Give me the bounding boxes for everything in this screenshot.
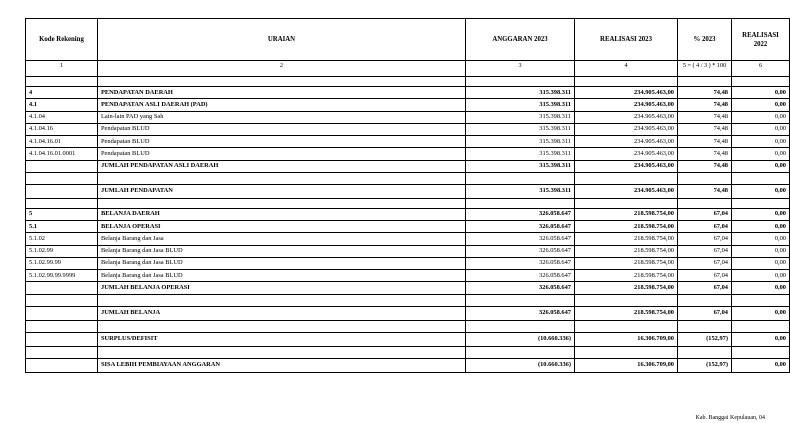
empty-cell (26, 77, 98, 87)
budget-cell: 326.058.647 (466, 208, 575, 220)
header-realisasi: REALISASI 2023 (575, 19, 678, 61)
index-cell: 5 = ( 4 / 3 ) * 100 (678, 61, 732, 77)
realization-cell: 234.905.463,00 (575, 184, 678, 198)
account-code-cell: 4.1.04 (26, 111, 98, 123)
table-row (26, 111, 790, 123)
realization-cell: 218.598.754,00 (575, 257, 678, 269)
empty-cell (678, 172, 732, 184)
header-persen: % 2023 (678, 19, 732, 61)
index-cell: 4 (575, 61, 678, 77)
realization-cell: 16.306.709,00 (575, 358, 678, 372)
table-row (26, 245, 790, 257)
empty-cell (466, 198, 575, 208)
budget-cell: 326.058.647 (466, 306, 575, 320)
realization-cell: 218.598.754,00 (575, 306, 678, 320)
percent-cell: 67,04 (678, 233, 732, 245)
empty-cell (678, 198, 732, 208)
description-cell: Pendapatan BLUD (98, 148, 466, 160)
empty-cell (466, 320, 575, 332)
account-code-cell: 4.1 (26, 99, 98, 111)
spacer-row (26, 172, 790, 184)
empty-cell (732, 172, 790, 184)
header-realisasi-prev-line1: REALISASI (742, 31, 779, 39)
description-cell: Pendapatan BLUD (98, 136, 466, 148)
table-row (26, 332, 790, 346)
empty-cell (732, 77, 790, 87)
empty-cell (26, 198, 98, 208)
realization-cell: 234.905.463,00 (575, 99, 678, 111)
index-cell: 3 (466, 61, 575, 77)
table-body (26, 77, 790, 373)
index-cell: 6 (732, 61, 790, 77)
table-row (26, 282, 790, 294)
empty-cell (26, 320, 98, 332)
prev-realization-cell: 0,00 (732, 208, 790, 220)
account-code-cell: 4.1.04.16 (26, 123, 98, 135)
description-cell: Lain-lain PAD yang Sah (98, 111, 466, 123)
table-row (26, 160, 790, 172)
realization-cell: 234.905.463,00 (575, 148, 678, 160)
empty-cell (98, 320, 466, 332)
budget-cell: 326.058.647 (466, 257, 575, 269)
empty-cell (732, 198, 790, 208)
prev-realization-cell: 0,00 (732, 221, 790, 233)
account-code-cell: 5.1.02.99.99.9999 (26, 270, 98, 282)
realization-cell: 218.598.754,00 (575, 270, 678, 282)
empty-cell (575, 346, 678, 358)
account-code-cell (26, 332, 98, 346)
realization-cell: 234.905.463,00 (575, 87, 678, 99)
empty-cell (466, 294, 575, 306)
account-code-cell: 5 (26, 208, 98, 220)
realization-cell: 234.905.463,00 (575, 136, 678, 148)
description-cell: SISA LEBIH PEMBIAYAAN ANGGARAN (98, 358, 466, 372)
account-code-cell: 4.1.04.16.01.0001 (26, 148, 98, 160)
prev-realization-cell: 0,00 (732, 257, 790, 269)
prev-realization-cell: 0,00 (732, 233, 790, 245)
description-cell: Belanja Barang dan Jasa BLUD (98, 257, 466, 269)
percent-cell: 74,48 (678, 184, 732, 198)
spacer-row (26, 294, 790, 306)
percent-cell: 74,48 (678, 148, 732, 160)
percent-cell: 67,04 (678, 208, 732, 220)
realization-cell: 234.905.463,00 (575, 160, 678, 172)
description-cell: JUMLAH PENDAPATAN ASLI DAERAH (98, 160, 466, 172)
prev-realization-cell: 0,00 (732, 99, 790, 111)
percent-cell: (152,97) (678, 358, 732, 372)
percent-cell: 74,48 (678, 123, 732, 135)
prev-realization-cell: 0,00 (732, 160, 790, 172)
spacer-row (26, 346, 790, 358)
table-row (26, 148, 790, 160)
description-cell: PENDAPATAN DAERAH (98, 87, 466, 99)
percent-cell: 74,48 (678, 87, 732, 99)
table-row (26, 87, 790, 99)
empty-cell (732, 346, 790, 358)
description-cell: JUMLAH BELANJA OPERASI (98, 282, 466, 294)
empty-cell (575, 294, 678, 306)
percent-cell: 67,04 (678, 270, 732, 282)
table-row (26, 208, 790, 220)
account-code-cell (26, 160, 98, 172)
realization-cell: 234.905.463,00 (575, 123, 678, 135)
table-row (26, 221, 790, 233)
description-cell: Pendapatan BLUD (98, 123, 466, 135)
account-code-cell: 5.1.02.99.99 (26, 257, 98, 269)
description-cell: Belanja Barang dan Jasa (98, 233, 466, 245)
table-row (26, 306, 790, 320)
account-code-cell (26, 358, 98, 372)
account-code-cell: 4 (26, 87, 98, 99)
table-row (26, 123, 790, 135)
budget-cell: 326.058.647 (466, 270, 575, 282)
empty-cell (575, 320, 678, 332)
realization-cell: 218.598.754,00 (575, 245, 678, 257)
table-row (26, 184, 790, 198)
empty-cell (26, 346, 98, 358)
description-cell: BELANJA OPERASI (98, 221, 466, 233)
percent-cell: 74,48 (678, 136, 732, 148)
budget-cell: 315.398.311 (466, 160, 575, 172)
budget-cell: 315.398.311 (466, 99, 575, 111)
empty-cell (26, 294, 98, 306)
percent-cell: 67,04 (678, 306, 732, 320)
budget-cell: 315.398.311 (466, 111, 575, 123)
header-kode-rekening: Kode Rekening (26, 19, 98, 61)
description-cell: JUMLAH PENDAPATAN (98, 184, 466, 198)
description-cell: JUMLAH BELANJA (98, 306, 466, 320)
realization-cell: 218.598.754,00 (575, 233, 678, 245)
table-row (26, 358, 790, 372)
empty-cell (575, 198, 678, 208)
realization-cell: 218.598.754,00 (575, 221, 678, 233)
account-code-cell: 4.1.04.16.01 (26, 136, 98, 148)
percent-cell: 67,04 (678, 257, 732, 269)
percent-cell: 67,04 (678, 282, 732, 294)
percent-cell: 74,48 (678, 111, 732, 123)
empty-cell (98, 172, 466, 184)
budget-realization-table (25, 18, 790, 373)
prev-realization-cell: 0,00 (732, 332, 790, 346)
table-row (26, 99, 790, 111)
empty-cell (678, 294, 732, 306)
table-row (26, 136, 790, 148)
description-cell: Belanja Barang dan Jasa BLUD (98, 270, 466, 282)
budget-cell: 326.058.647 (466, 221, 575, 233)
header-uraian: URAIAN (98, 19, 466, 61)
prev-realization-cell: 0,00 (732, 270, 790, 282)
percent-cell: (152,97) (678, 332, 732, 346)
column-index-row (26, 61, 790, 77)
table-row (26, 233, 790, 245)
empty-cell (678, 346, 732, 358)
budget-cell: 315.398.311 (466, 123, 575, 135)
spacer-row (26, 320, 790, 332)
budget-cell: 326.058.647 (466, 245, 575, 257)
realization-cell: 234.905.463,00 (575, 111, 678, 123)
empty-cell (466, 172, 575, 184)
budget-cell: 315.398.311 (466, 136, 575, 148)
index-cell: 1 (26, 61, 98, 77)
percent-cell: 74,48 (678, 160, 732, 172)
spacer-row (26, 77, 790, 87)
header-anggaran: ANGGARAN 2023 (466, 19, 575, 61)
prev-realization-cell: 0,00 (732, 148, 790, 160)
empty-cell (466, 346, 575, 358)
empty-cell (575, 172, 678, 184)
prev-realization-cell: 0,00 (732, 111, 790, 123)
account-code-cell: 5.1 (26, 221, 98, 233)
budget-cell: 315.398.311 (466, 87, 575, 99)
empty-cell (98, 346, 466, 358)
prev-realization-cell: 0,00 (732, 136, 790, 148)
empty-cell (466, 77, 575, 87)
index-cell: 2 (98, 61, 466, 77)
empty-cell (732, 294, 790, 306)
empty-cell (98, 77, 466, 87)
header-row (26, 19, 790, 61)
description-cell: SURPLUS/DEFISIT (98, 332, 466, 346)
realization-cell: 218.598.754,00 (575, 282, 678, 294)
empty-cell (98, 198, 466, 208)
footer-place-date: Kab. Banggai Kepulauan, 04 (695, 415, 765, 421)
prev-realization-cell: 0,00 (732, 282, 790, 294)
percent-cell: 74,48 (678, 99, 732, 111)
empty-cell (678, 320, 732, 332)
realization-cell: 218.598.754,00 (575, 208, 678, 220)
table-row (26, 270, 790, 282)
header-realisasi-prev (732, 19, 790, 61)
account-code-cell: 5.1.02.99 (26, 245, 98, 257)
empty-cell (575, 77, 678, 87)
prev-realization-cell: 0,00 (732, 123, 790, 135)
empty-cell (98, 294, 466, 306)
prev-realization-cell: 0,00 (732, 184, 790, 198)
budget-cell: (10.660.336) (466, 332, 575, 346)
prev-realization-cell: 0,00 (732, 358, 790, 372)
prev-realization-cell: 0,00 (732, 306, 790, 320)
header-realisasi-prev-line2: 2022 (753, 40, 768, 48)
budget-cell: 315.398.311 (466, 148, 575, 160)
budget-cell: (10.660.336) (466, 358, 575, 372)
budget-cell: 315.398.311 (466, 184, 575, 198)
description-cell: Belanja Barang dan Jasa BLUD (98, 245, 466, 257)
prev-realization-cell: 0,00 (732, 245, 790, 257)
percent-cell: 67,04 (678, 221, 732, 233)
empty-cell (678, 77, 732, 87)
description-cell: PENDAPATAN ASLI DAERAH (PAD) (98, 99, 466, 111)
description-cell: BELANJA DAERAH (98, 208, 466, 220)
table-row (26, 257, 790, 269)
account-code-cell (26, 282, 98, 294)
account-code-cell (26, 306, 98, 320)
account-code-cell (26, 184, 98, 198)
budget-cell: 326.058.647 (466, 233, 575, 245)
spacer-row (26, 198, 790, 208)
budget-cell: 326.058.647 (466, 282, 575, 294)
percent-cell: 67,04 (678, 245, 732, 257)
empty-cell (732, 320, 790, 332)
realization-cell: 16.306.709,00 (575, 332, 678, 346)
prev-realization-cell: 0,00 (732, 87, 790, 99)
empty-cell (26, 172, 98, 184)
account-code-cell: 5.1.02 (26, 233, 98, 245)
